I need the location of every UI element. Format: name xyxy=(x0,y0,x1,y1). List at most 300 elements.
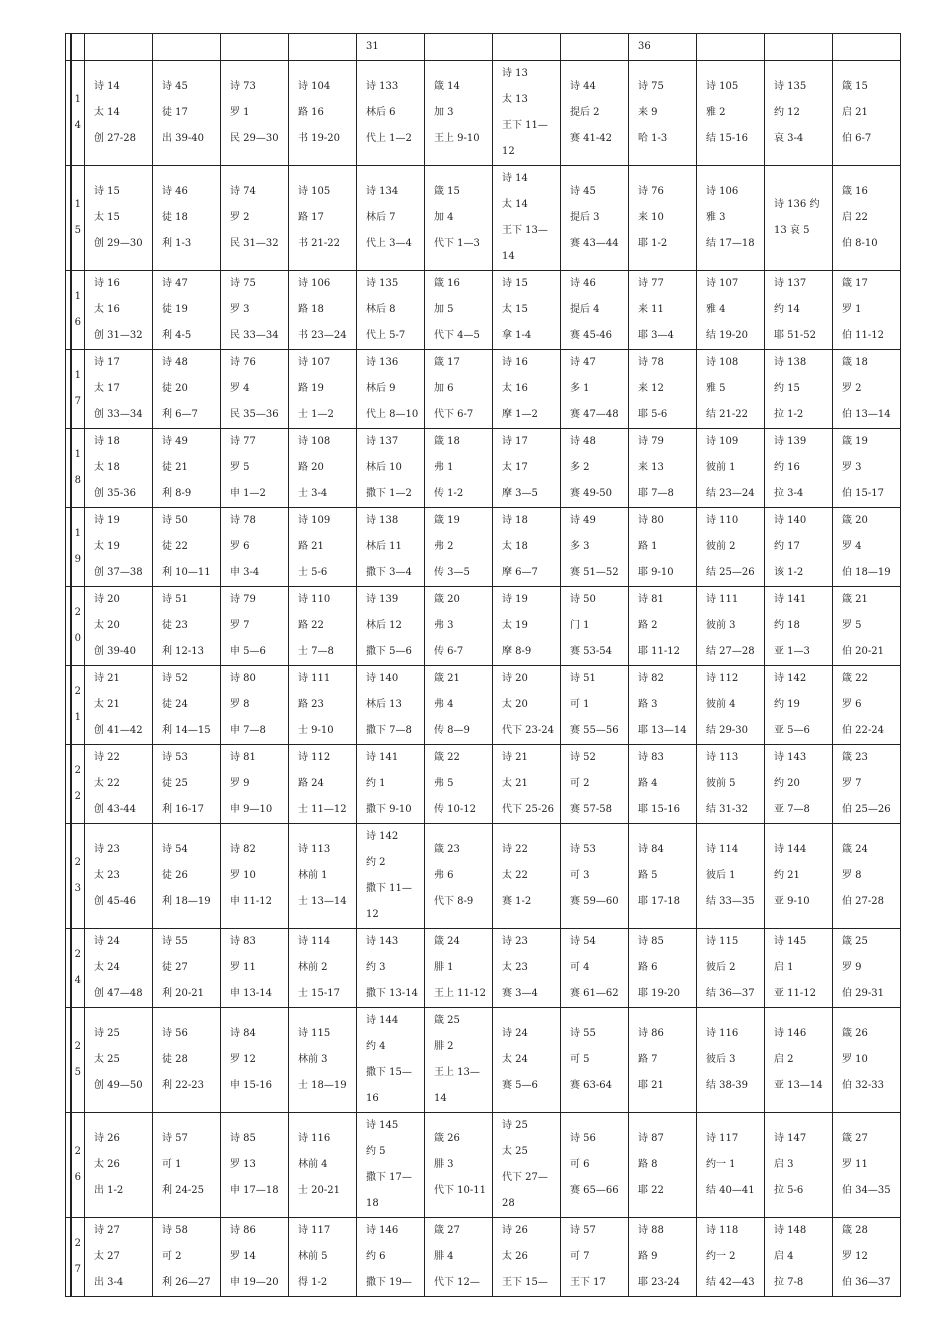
day-number-digit: 1 xyxy=(74,712,81,723)
reading-cell xyxy=(765,666,833,745)
reading-line: 诗 22 xyxy=(94,752,120,763)
reading-line: 利 12-13 xyxy=(162,646,205,657)
reading-cell xyxy=(357,1008,425,1113)
reading-cell xyxy=(561,824,629,929)
reading-cell xyxy=(765,1218,833,1297)
reading-line: 太 25 xyxy=(94,1054,120,1065)
reading-line: 启 22 xyxy=(842,212,868,223)
reading-line: 代下 10-11 xyxy=(434,1185,487,1196)
reading-line: 伯 25—26 xyxy=(842,804,891,815)
reading-line: 诗 26 xyxy=(94,1133,120,1144)
day-number-cell xyxy=(71,429,85,508)
day-number-digit: 4 xyxy=(74,120,81,131)
reading-line: 利 10—11 xyxy=(162,567,211,578)
reading-line: 诗 139 xyxy=(774,436,807,447)
reading-line: 罗 5 xyxy=(230,462,250,473)
reading-line: 书 21-22 xyxy=(298,238,341,249)
reading-line: 诗 86 xyxy=(230,1225,256,1236)
day-number-digit: 1 xyxy=(74,199,81,210)
reading-line: 罗 4 xyxy=(230,383,250,394)
day-number-digit: 2 xyxy=(74,765,81,776)
day-number-digit: 7 xyxy=(74,396,81,407)
reading-cell xyxy=(85,666,153,745)
reading-line: 利 8-9 xyxy=(162,488,192,499)
reading-line: 王上 11-12 xyxy=(434,988,487,999)
reading-line: 摩 1—2 xyxy=(502,409,538,420)
reading-cell xyxy=(425,1113,493,1218)
reading-cell xyxy=(561,1113,629,1218)
reading-line: 哀 3-4 xyxy=(774,133,804,144)
reading-line: 太 19 xyxy=(94,541,120,552)
reading-line: 路 21 xyxy=(298,541,324,552)
reading-cell xyxy=(561,587,629,666)
reading-line: 林后 11 xyxy=(366,541,402,552)
day-number-digit: 3 xyxy=(74,883,81,894)
reading-line: 赛 59—60 xyxy=(570,896,619,907)
day-number-cell xyxy=(71,1218,85,1297)
reading-line: 徒 19 xyxy=(162,304,188,315)
reading-line: 太 20 xyxy=(502,699,528,710)
reading-line: 诗 47 xyxy=(570,357,596,368)
reading-line: 箴 27 xyxy=(434,1225,460,1236)
reading-line: 亚 11-12 xyxy=(774,988,817,999)
reading-line: 代下 25-26 xyxy=(502,804,555,815)
reading-line: 路 1 xyxy=(638,541,658,552)
reading-line: 伯 15-17 xyxy=(842,488,885,499)
reading-line: 诗 117 xyxy=(298,1225,331,1236)
reading-line: 诗 16 xyxy=(502,357,528,368)
reading-line: 耶 1-2 xyxy=(638,238,668,249)
reading-line: 诗 74 xyxy=(230,186,256,197)
reading-line: 诗 44 xyxy=(570,81,596,92)
reading-line: 林后 8 xyxy=(366,304,396,315)
reading-line: 拉 7-8 xyxy=(774,1277,804,1288)
reading-line: 来 12 xyxy=(638,383,664,394)
day-number-digit: 7 xyxy=(74,1264,81,1275)
reading-line: 路 7 xyxy=(638,1054,658,1065)
reading-line: 诗 76 xyxy=(230,357,256,368)
reading-cell xyxy=(833,1218,901,1297)
reading-line: 腓 3 xyxy=(434,1159,454,1170)
reading-line: 诗 17 xyxy=(94,357,120,368)
reading-line: 启 1 xyxy=(774,962,794,973)
reading-line: 创 47—48 xyxy=(94,988,143,999)
reading-line: 赛 41-42 xyxy=(570,133,613,144)
reading-line: 诗 135 xyxy=(366,278,399,289)
reading-line: 代上 1—2 xyxy=(366,133,412,144)
reading-line: 林前 2 xyxy=(298,962,328,973)
reading-line: 诗 108 xyxy=(298,436,331,447)
reading-line: 提后 4 xyxy=(570,304,600,315)
reading-line: 拿 1-4 xyxy=(502,330,532,341)
reading-line: 赛 65—66 xyxy=(570,1185,619,1196)
reading-line: 伯 6-7 xyxy=(842,133,872,144)
reading-cell xyxy=(765,1008,833,1113)
reading-line: 代下 4—5 xyxy=(434,330,480,341)
reading-line: 弗 6 xyxy=(434,870,454,881)
reading-cell xyxy=(357,508,425,587)
reading-line: 书 23—24 xyxy=(298,330,347,341)
reading-line: 诗 82 xyxy=(230,844,256,855)
reading-line: 诗 18 xyxy=(94,436,120,447)
reading-line: 诗 15 xyxy=(94,186,120,197)
reading-cell xyxy=(153,429,221,508)
reading-line: 诗 117 xyxy=(706,1133,739,1144)
reading-line: 诗 116 xyxy=(298,1133,331,1144)
reading-line: 利 6—7 xyxy=(162,409,198,420)
reading-line: 诗 146 xyxy=(774,1028,807,1039)
reading-line: 利 4-5 xyxy=(162,330,192,341)
reading-cell xyxy=(833,666,901,745)
reading-line: 箴 25 xyxy=(842,936,868,947)
reading-cell xyxy=(561,61,629,166)
reading-line: 代下 8-9 xyxy=(434,896,474,907)
reading-cell xyxy=(493,1008,561,1113)
reading-cell xyxy=(221,166,289,271)
reading-cell xyxy=(289,166,357,271)
reading-line: 诗 145 xyxy=(366,1120,399,1131)
reading-line: 士 11—12 xyxy=(298,804,347,815)
reading-line: 申 7—8 xyxy=(230,725,266,736)
reading-line: 约 5 xyxy=(366,1146,386,1157)
reading-line: 民 35—36 xyxy=(230,409,279,420)
reading-line: 民 33—34 xyxy=(230,330,279,341)
reading-line: 诗 50 xyxy=(570,594,596,605)
reading-line: 太 23 xyxy=(94,870,120,881)
header-cell xyxy=(85,34,153,61)
reading-line: 伯 27-28 xyxy=(842,896,885,907)
reading-line: 箴 22 xyxy=(842,673,868,684)
reading-line: 利 20-21 xyxy=(162,988,205,999)
reading-line: 林前 4 xyxy=(298,1159,328,1170)
reading-line: 诗 21 xyxy=(502,752,528,763)
day-number-digit: 2 xyxy=(74,949,81,960)
reading-line: 林前 5 xyxy=(298,1251,328,1262)
reading-line: 诗 78 xyxy=(638,357,664,368)
reading-line: 申 3-4 xyxy=(230,567,260,578)
reading-plan-table xyxy=(65,33,901,1297)
reading-line: 路 24 xyxy=(298,778,324,789)
reading-cell xyxy=(221,61,289,166)
reading-line: 太 14 xyxy=(502,199,528,210)
reading-line: 可 5 xyxy=(570,1054,590,1065)
table-row xyxy=(66,1008,901,1113)
reading-cell xyxy=(357,587,425,666)
reading-cell xyxy=(833,1008,901,1113)
reading-line: 罗 5 xyxy=(842,620,862,631)
reading-cell xyxy=(493,1218,561,1297)
reading-line: 约 4 xyxy=(366,1041,386,1052)
header-cell xyxy=(425,34,493,61)
reading-line: 结 40—41 xyxy=(706,1185,755,1196)
reading-line: 约 17 xyxy=(774,541,800,552)
reading-line: 诗 114 xyxy=(706,844,739,855)
reading-cell xyxy=(561,271,629,350)
reading-line: 林后 9 xyxy=(366,383,396,394)
reading-cell xyxy=(153,350,221,429)
reading-line: 太 25 xyxy=(502,1146,528,1157)
reading-cell xyxy=(629,824,697,929)
reading-cell xyxy=(493,429,561,508)
reading-cell xyxy=(221,271,289,350)
reading-line: 多 1 xyxy=(570,383,590,394)
reading-line: 罗 11 xyxy=(230,962,256,973)
reading-line: 撒下 1—2 xyxy=(366,488,412,499)
day-number-cell xyxy=(71,587,85,666)
reading-line: 太 18 xyxy=(502,541,528,552)
reading-line: 彼前 1 xyxy=(706,462,736,473)
reading-cell xyxy=(221,929,289,1008)
reading-cell xyxy=(561,745,629,824)
day-number-digit: 2 xyxy=(74,857,81,868)
reading-cell xyxy=(765,61,833,166)
reading-line: 罗 10 xyxy=(842,1054,868,1065)
table-row xyxy=(66,745,901,824)
reading-line: 路 2 xyxy=(638,620,658,631)
reading-line: 诗 148 xyxy=(774,1225,807,1236)
reading-cell xyxy=(357,166,425,271)
reading-line: 路 22 xyxy=(298,620,324,631)
reading-line: 太 22 xyxy=(94,778,120,789)
reading-cell xyxy=(153,929,221,1008)
reading-line: 箴 16 xyxy=(842,186,868,197)
reading-cell xyxy=(153,745,221,824)
reading-line: 罗 12 xyxy=(230,1054,256,1065)
reading-line: 代上 3—4 xyxy=(366,238,412,249)
reading-cell xyxy=(221,824,289,929)
reading-line: 徒 23 xyxy=(162,620,188,631)
reading-line: 诗 81 xyxy=(638,594,664,605)
reading-line: 太 18 xyxy=(94,462,120,473)
reading-line: 诗 50 xyxy=(162,515,188,526)
reading-line: 诗 55 xyxy=(162,936,188,947)
reading-cell xyxy=(765,350,833,429)
reading-line: 创 29—30 xyxy=(94,238,143,249)
reading-cell xyxy=(629,929,697,1008)
reading-cell xyxy=(493,929,561,1008)
table-row xyxy=(66,271,901,350)
reading-cell xyxy=(289,1218,357,1297)
reading-cell xyxy=(153,666,221,745)
reading-line: 诗 53 xyxy=(162,752,188,763)
reading-line: 诗 137 xyxy=(366,436,399,447)
reading-line: 罗 6 xyxy=(842,699,862,710)
reading-cell xyxy=(153,1218,221,1297)
reading-line: 箴 18 xyxy=(434,436,460,447)
reading-cell xyxy=(765,271,833,350)
reading-line: 撒下 19— xyxy=(366,1277,412,1288)
reading-line: 约 2 xyxy=(366,857,386,868)
reading-line: 诗 56 xyxy=(570,1133,596,1144)
reading-line: 太 14 xyxy=(94,107,120,118)
reading-line: 箴 14 xyxy=(434,81,460,92)
reading-cell xyxy=(425,824,493,929)
day-number-cell xyxy=(71,745,85,824)
reading-line: 14 xyxy=(502,251,515,262)
reading-line: 诗 21 xyxy=(94,673,120,684)
reading-line: 创 41—42 xyxy=(94,725,143,736)
reading-cell xyxy=(221,745,289,824)
reading-line: 约 6 xyxy=(366,1251,386,1262)
reading-line: 诗 78 xyxy=(230,515,256,526)
reading-line: 拉 1-2 xyxy=(774,409,804,420)
reading-cell xyxy=(629,1008,697,1113)
reading-line: 结 42—43 xyxy=(706,1277,755,1288)
reading-line: 加 5 xyxy=(434,304,454,315)
reading-line: 诗 138 xyxy=(774,357,807,368)
reading-cell xyxy=(289,429,357,508)
reading-line: 诗 142 xyxy=(366,831,399,842)
reading-line: 弗 5 xyxy=(434,778,454,789)
table-row xyxy=(66,1218,901,1297)
reading-line: 彼后 3 xyxy=(706,1054,736,1065)
reading-cell xyxy=(833,271,901,350)
reading-line: 罗 14 xyxy=(230,1251,256,1262)
reading-line: 诗 56 xyxy=(162,1028,188,1039)
reading-line: 结 36—37 xyxy=(706,988,755,999)
header-cell: 36 xyxy=(629,34,697,61)
reading-line: 林前 1 xyxy=(298,870,328,881)
reading-line: 利 24-25 xyxy=(162,1185,205,1196)
header-cell xyxy=(561,34,629,61)
reading-line: 可 6 xyxy=(570,1159,590,1170)
reading-line: 诗 108 xyxy=(706,357,739,368)
reading-line: 诗 20 xyxy=(94,594,120,605)
reading-line: 诗 137 xyxy=(774,278,807,289)
reading-line: 诗 76 xyxy=(638,186,664,197)
reading-line: 太 24 xyxy=(94,962,120,973)
reading-line: 彼前 4 xyxy=(706,699,736,710)
reading-line: 腓 4 xyxy=(434,1251,454,1262)
reading-line: 伯 13—14 xyxy=(842,409,891,420)
reading-line: 民 29—30 xyxy=(230,133,279,144)
table-row xyxy=(66,508,901,587)
reading-cell xyxy=(425,1218,493,1297)
reading-line: 诗 26 xyxy=(502,1225,528,1236)
reading-line: 书 19-20 xyxy=(298,133,341,144)
reading-line: 多 3 xyxy=(570,541,590,552)
reading-line: 士 9-10 xyxy=(298,725,334,736)
reading-line: 撒下 7—8 xyxy=(366,725,412,736)
reading-line: 赛 61—62 xyxy=(570,988,619,999)
reading-cell xyxy=(221,508,289,587)
reading-line: 伯 36—37 xyxy=(842,1277,891,1288)
reading-line: 林后 13 xyxy=(366,699,402,710)
reading-line: 代下 27— xyxy=(502,1172,548,1183)
reading-line: 结 31-32 xyxy=(706,804,749,815)
reading-cell xyxy=(765,1113,833,1218)
reading-line: 罗 12 xyxy=(842,1251,868,1262)
reading-line: 王下 13— xyxy=(502,225,548,236)
reading-cell xyxy=(493,824,561,929)
reading-line: 代下 6-7 xyxy=(434,409,474,420)
reading-line: 彼前 2 xyxy=(706,541,736,552)
reading-line: 诗 54 xyxy=(570,936,596,947)
reading-line: 赛 43—44 xyxy=(570,238,619,249)
reading-cell xyxy=(425,666,493,745)
reading-cell xyxy=(221,350,289,429)
reading-line: 该 1-2 xyxy=(774,567,804,578)
reading-cell xyxy=(629,587,697,666)
reading-cell xyxy=(357,824,425,929)
reading-line: 传 6-7 xyxy=(434,646,464,657)
day-number-digit: 2 xyxy=(74,791,81,802)
reading-cell xyxy=(357,745,425,824)
reading-cell xyxy=(425,508,493,587)
reading-line: 诗 75 xyxy=(230,278,256,289)
reading-line: 提后 2 xyxy=(570,107,600,118)
reading-cell xyxy=(85,1008,153,1113)
reading-line: 申 17—18 xyxy=(230,1185,279,1196)
reading-line: 罗 8 xyxy=(230,699,250,710)
reading-line: 创 43-44 xyxy=(94,804,137,815)
reading-line: 箴 17 xyxy=(434,357,460,368)
reading-cell xyxy=(289,745,357,824)
reading-line: 诗 86 xyxy=(638,1028,664,1039)
reading-line: 诗 48 xyxy=(162,357,188,368)
reading-line: 可 3 xyxy=(570,870,590,881)
reading-line: 可 2 xyxy=(570,778,590,789)
table-row xyxy=(66,166,901,271)
reading-cell xyxy=(765,929,833,1008)
reading-line: 诗 142 xyxy=(774,673,807,684)
reading-line: 来 9 xyxy=(638,107,658,118)
reading-line: 可 1 xyxy=(162,1159,182,1170)
table-row xyxy=(66,1113,901,1218)
reading-line: 诗 104 xyxy=(298,81,331,92)
reading-cell xyxy=(697,587,765,666)
reading-line: 路 20 xyxy=(298,462,324,473)
reading-line: 诗 24 xyxy=(94,936,120,947)
reading-line: 利 18—19 xyxy=(162,896,211,907)
reading-line: 诗 111 xyxy=(298,673,331,684)
reading-line: 诗 80 xyxy=(230,673,256,684)
reading-line: 诗 24 xyxy=(502,1028,528,1039)
reading-line: 诗 113 xyxy=(706,752,739,763)
reading-line: 太 16 xyxy=(94,304,120,315)
reading-line: 代下 23-24 xyxy=(502,725,555,736)
reading-line: 撒下 9-10 xyxy=(366,804,412,815)
reading-cell xyxy=(289,929,357,1008)
reading-cell xyxy=(697,1008,765,1113)
reading-cell xyxy=(765,429,833,508)
reading-cell xyxy=(425,61,493,166)
reading-line: 12 xyxy=(502,146,515,157)
reading-line: 太 22 xyxy=(502,870,528,881)
reading-line: 伯 11-12 xyxy=(842,330,885,341)
reading-cell xyxy=(425,166,493,271)
reading-line: 罗 8 xyxy=(842,870,862,881)
reading-line: 诗 141 xyxy=(366,752,399,763)
reading-line: 诗 14 xyxy=(502,173,528,184)
reading-line: 诗 77 xyxy=(638,278,664,289)
reading-cell xyxy=(221,1218,289,1297)
reading-line: 结 25—26 xyxy=(706,567,755,578)
reading-cell xyxy=(697,824,765,929)
reading-line: 结 19-20 xyxy=(706,330,749,341)
reading-line: 赛 49-50 xyxy=(570,488,613,499)
reading-cell xyxy=(697,1113,765,1218)
reading-line: 罗 4 xyxy=(842,541,862,552)
reading-line: 诗 116 xyxy=(706,1028,739,1039)
reading-line: 林前 3 xyxy=(298,1054,328,1065)
reading-line: 弗 4 xyxy=(434,699,454,710)
header-cell xyxy=(833,34,901,61)
reading-cell xyxy=(561,929,629,1008)
reading-line: 箴 18 xyxy=(842,357,868,368)
reading-line: 诗 25 xyxy=(502,1120,528,1131)
reading-cell xyxy=(493,271,561,350)
